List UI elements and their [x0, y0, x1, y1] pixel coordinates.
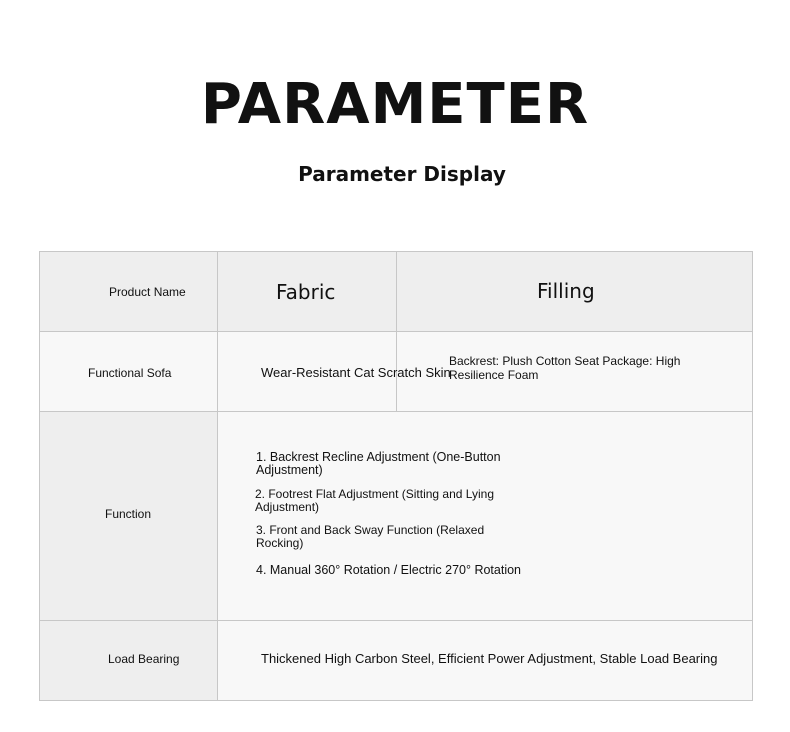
row-load-label-cell: [39, 620, 218, 701]
row-function-items-cell: [217, 411, 753, 621]
function-item: 1. Backrest Recline Adjustment (One-Button Adjustment): [256, 450, 501, 477]
row-product-filling-value: Backrest: Plush Cotton Seat Package: High Resilience Foam: [449, 354, 681, 382]
function-item: 3. Front and Back Sway Function (Relaxed Rocking): [256, 523, 485, 550]
header-product-name-label: Product Name: [109, 285, 186, 299]
header-cell-filling: [396, 251, 753, 332]
row-load-value-cell: [217, 620, 753, 701]
row-load-value: Thickened High Carbon Steel, Efficient Power Adjustment, Stable Load Bearing: [261, 651, 718, 666]
row-product-label-cell: [39, 331, 218, 412]
row-load-label: Load Bearing: [108, 652, 180, 666]
row-function-label-cell: [39, 411, 218, 621]
page-title: PARAMETER: [200, 72, 590, 137]
function-item: 2. Footrest Flat Adjustment (Sitting and Lying Adjustment): [255, 487, 495, 514]
parameter-table: [39, 251, 753, 701]
header-fabric-label: Fabric: [276, 280, 336, 304]
row-product-fabric-value: Wear-Resistant Cat Scratch Skin: [261, 365, 451, 380]
header-cell-product-name: [39, 251, 218, 332]
function-item: 4. Manual 360° Rotation / Electric 270° Rotation: [256, 563, 522, 577]
row-product-label: Functional Sofa: [88, 366, 172, 380]
header-filling-label: Filling: [537, 279, 595, 303]
header-cell-fabric: [217, 251, 397, 332]
row-function-label: Function: [105, 507, 152, 521]
page-subtitle: Parameter Display: [298, 162, 506, 186]
